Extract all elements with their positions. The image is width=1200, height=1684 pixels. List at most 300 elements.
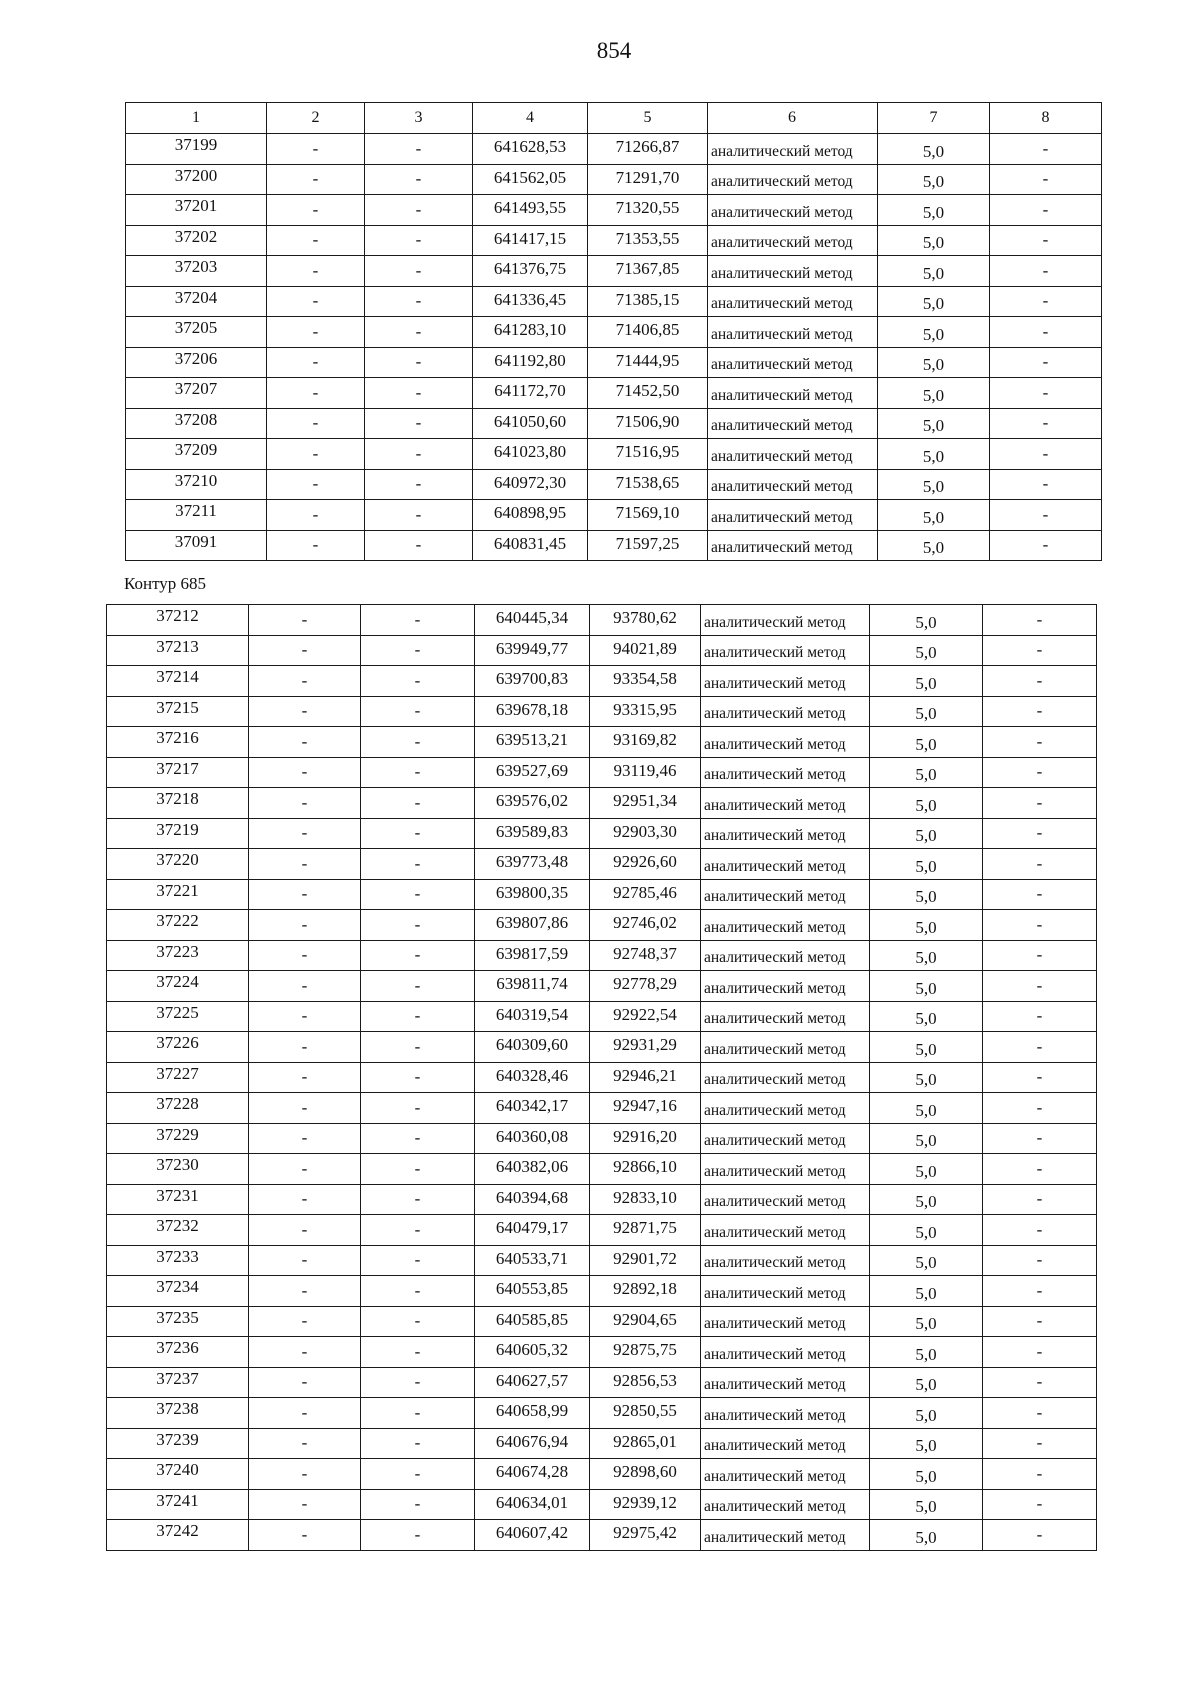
table-cell: - xyxy=(983,818,1097,849)
table-cell: 640319,54 xyxy=(475,1001,590,1032)
table-cell: - xyxy=(267,469,365,500)
table-cell: 37230 xyxy=(107,1154,249,1185)
table-cell: - xyxy=(365,378,473,409)
table-cell: - xyxy=(365,256,473,287)
table-cell: - xyxy=(983,849,1097,880)
table-cell: - xyxy=(365,225,473,256)
table-cell: аналитический метод xyxy=(701,1215,870,1246)
table-row xyxy=(107,788,1097,819)
column-header: 5 xyxy=(588,103,708,134)
table-cell: 640382,06 xyxy=(475,1154,590,1185)
table-cell: - xyxy=(361,1032,475,1063)
table-cell: 92922,54 xyxy=(590,1001,701,1032)
table-cell: 92875,75 xyxy=(590,1337,701,1368)
table-cell: 37242 xyxy=(107,1520,249,1551)
table-cell: - xyxy=(249,1062,361,1093)
table-cell: - xyxy=(990,378,1102,409)
table-cell: - xyxy=(983,666,1097,697)
table-cell: - xyxy=(249,757,361,788)
table-row xyxy=(107,971,1097,1002)
table-row xyxy=(107,666,1097,697)
table-cell: - xyxy=(249,696,361,727)
table-cell: 641172,70 xyxy=(473,378,588,409)
table-cell: 5,0 xyxy=(870,879,983,910)
table-row xyxy=(107,635,1097,666)
table-cell: 37207 xyxy=(126,378,267,409)
table-cell: 92850,55 xyxy=(590,1398,701,1429)
table-cell: - xyxy=(249,849,361,880)
table-cell: аналитический метод xyxy=(701,727,870,758)
page-number: 854 xyxy=(596,38,632,63)
table-cell: 37211 xyxy=(126,500,267,531)
table-cell: 641628,53 xyxy=(473,134,588,165)
table-cell: - xyxy=(361,696,475,727)
table-cell: 5,0 xyxy=(870,1093,983,1124)
table-cell: 5,0 xyxy=(870,1001,983,1032)
table-cell: - xyxy=(361,1215,475,1246)
table-cell: - xyxy=(365,134,473,165)
table-cell: аналитический метод xyxy=(701,1489,870,1520)
table-cell: - xyxy=(990,195,1102,226)
table-cell: 37202 xyxy=(126,225,267,256)
table-cell: - xyxy=(983,879,1097,910)
table-cell: 92926,60 xyxy=(590,849,701,880)
table-cell: - xyxy=(267,408,365,439)
table-cell: аналитический метод xyxy=(708,317,878,348)
table-row xyxy=(107,1062,1097,1093)
table-cell: аналитический метод xyxy=(701,788,870,819)
table-cell: аналитический метод xyxy=(708,164,878,195)
table-cell: 5,0 xyxy=(878,164,990,195)
table-cell: 5,0 xyxy=(878,225,990,256)
table-cell: 641493,55 xyxy=(473,195,588,226)
table-cell: - xyxy=(267,164,365,195)
table-row xyxy=(107,1489,1097,1520)
table-cell: - xyxy=(983,605,1097,636)
table-cell: 640674,28 xyxy=(475,1459,590,1490)
table-row xyxy=(107,1154,1097,1185)
table-cell: 640479,17 xyxy=(475,1215,590,1246)
table-cell: аналитический метод xyxy=(701,879,870,910)
table-cell: - xyxy=(365,439,473,470)
table-cell: - xyxy=(249,940,361,971)
table-row xyxy=(107,1093,1097,1124)
table-cell: - xyxy=(990,408,1102,439)
table-cell: аналитический метод xyxy=(708,225,878,256)
table-cell: - xyxy=(267,195,365,226)
table-cell: - xyxy=(361,1306,475,1337)
table-cell: аналитический метод xyxy=(701,971,870,1002)
table-cell: - xyxy=(361,1276,475,1307)
table-cell: - xyxy=(249,1398,361,1429)
table-row xyxy=(107,1520,1097,1551)
table-cell: 37210 xyxy=(126,469,267,500)
table-cell: - xyxy=(983,1489,1097,1520)
table-cell: - xyxy=(365,530,473,561)
table-cell: 5,0 xyxy=(870,1459,983,1490)
table-cell: аналитический метод xyxy=(701,635,870,666)
table-cell: 640309,60 xyxy=(475,1032,590,1063)
table-cell: 5,0 xyxy=(870,1184,983,1215)
table-cell: 5,0 xyxy=(870,849,983,880)
table-cell: - xyxy=(267,286,365,317)
table-cell: 641376,75 xyxy=(473,256,588,287)
table-cell: 5,0 xyxy=(878,286,990,317)
table-row xyxy=(107,605,1097,636)
table-cell: 5,0 xyxy=(878,530,990,561)
table-cell: 37218 xyxy=(107,788,249,819)
table-cell: - xyxy=(990,225,1102,256)
table-cell: 37221 xyxy=(107,879,249,910)
table-cell: 5,0 xyxy=(870,666,983,697)
table-cell: 37224 xyxy=(107,971,249,1002)
table-cell: 71266,87 xyxy=(588,134,708,165)
table-cell: 71406,85 xyxy=(588,317,708,348)
table-cell: 639513,21 xyxy=(475,727,590,758)
table-cell: - xyxy=(267,256,365,287)
table-cell: 640394,68 xyxy=(475,1184,590,1215)
table-cell: - xyxy=(249,635,361,666)
table-cell: 37220 xyxy=(107,849,249,880)
table-cell: 641417,15 xyxy=(473,225,588,256)
table-cell: - xyxy=(983,635,1097,666)
table-cell: аналитический метод xyxy=(701,1276,870,1307)
table-cell: - xyxy=(983,1184,1097,1215)
table-cell: - xyxy=(267,500,365,531)
table-cell: - xyxy=(249,1489,361,1520)
table-cell: 639773,48 xyxy=(475,849,590,880)
table-cell: 640605,32 xyxy=(475,1337,590,1368)
table-cell: - xyxy=(249,1337,361,1368)
contour-label: Контур 685 xyxy=(124,574,207,593)
table-cell: 37227 xyxy=(107,1062,249,1093)
table-cell: 640607,42 xyxy=(475,1520,590,1551)
table-cell: 92939,12 xyxy=(590,1489,701,1520)
column-header: 8 xyxy=(990,103,1102,134)
table-cell: 37214 xyxy=(107,666,249,697)
table-cell: - xyxy=(990,164,1102,195)
table-cell: - xyxy=(983,1154,1097,1185)
table-cell: - xyxy=(249,1032,361,1063)
table-cell: 92975,42 xyxy=(590,1520,701,1551)
table-cell: - xyxy=(249,1306,361,1337)
table-cell: - xyxy=(361,1459,475,1490)
table-cell: 5,0 xyxy=(870,1367,983,1398)
table-row xyxy=(126,286,1102,317)
table-cell: - xyxy=(365,317,473,348)
table-cell: 639576,02 xyxy=(475,788,590,819)
table-row xyxy=(107,727,1097,758)
table-cell: 37231 xyxy=(107,1184,249,1215)
table-row xyxy=(107,849,1097,880)
table-cell: 5,0 xyxy=(870,1062,983,1093)
table-row xyxy=(126,225,1102,256)
table-cell: - xyxy=(249,666,361,697)
table-cell: 5,0 xyxy=(870,1489,983,1520)
table-row xyxy=(126,378,1102,409)
table-cell: - xyxy=(361,1520,475,1551)
table-cell: - xyxy=(249,971,361,1002)
table-cell: 5,0 xyxy=(870,818,983,849)
table-cell: 92916,20 xyxy=(590,1123,701,1154)
table-cell: 37091 xyxy=(126,530,267,561)
table-cell: 92785,46 xyxy=(590,879,701,910)
table-cell: - xyxy=(361,1245,475,1276)
table-cell: - xyxy=(990,317,1102,348)
table-cell: 37237 xyxy=(107,1367,249,1398)
table-cell: аналитический метод xyxy=(708,378,878,409)
table-cell: 5,0 xyxy=(878,439,990,470)
table-cell: 71597,25 xyxy=(588,530,708,561)
table-cell: - xyxy=(249,1215,361,1246)
table-row xyxy=(107,1459,1097,1490)
table-cell: 640676,94 xyxy=(475,1428,590,1459)
table-cell: 37201 xyxy=(126,195,267,226)
table-cell: 71320,55 xyxy=(588,195,708,226)
table-cell: 92901,72 xyxy=(590,1245,701,1276)
table-cell: - xyxy=(361,727,475,758)
column-header: 4 xyxy=(473,103,588,134)
table-cell: аналитический метод xyxy=(701,1123,870,1154)
table-cell: 92746,02 xyxy=(590,910,701,941)
table-cell: 71506,90 xyxy=(588,408,708,439)
table-cell: - xyxy=(983,971,1097,1002)
table-cell: 37223 xyxy=(107,940,249,971)
table-cell: 5,0 xyxy=(878,408,990,439)
table-cell: 92947,16 xyxy=(590,1093,701,1124)
table-row xyxy=(107,757,1097,788)
table-cell: - xyxy=(361,1489,475,1520)
table-cell: 37240 xyxy=(107,1459,249,1490)
table-cell: - xyxy=(361,910,475,941)
table-cell: аналитический метод xyxy=(701,1520,870,1551)
table-cell: - xyxy=(267,530,365,561)
table-cell: - xyxy=(365,347,473,378)
table-cell: аналитический метод xyxy=(701,1398,870,1429)
table-cell: 5,0 xyxy=(870,1032,983,1063)
table-cell: 5,0 xyxy=(870,1428,983,1459)
table-row xyxy=(107,1276,1097,1307)
table-cell: - xyxy=(267,134,365,165)
table-row xyxy=(107,1032,1097,1063)
table-cell: 5,0 xyxy=(870,1520,983,1551)
table-cell: 639811,74 xyxy=(475,971,590,1002)
table-cell: 640328,46 xyxy=(475,1062,590,1093)
table-cell: - xyxy=(267,378,365,409)
table-cell: 640553,85 xyxy=(475,1276,590,1307)
table-cell: аналитический метод xyxy=(701,1184,870,1215)
table-cell: 92871,75 xyxy=(590,1215,701,1246)
table-cell: 640658,99 xyxy=(475,1398,590,1429)
table-cell: - xyxy=(249,910,361,941)
table-cell: 640898,95 xyxy=(473,500,588,531)
table-cell: - xyxy=(990,256,1102,287)
table-row xyxy=(107,1337,1097,1368)
table-cell: - xyxy=(249,1367,361,1398)
table-cell: 5,0 xyxy=(878,378,990,409)
table-row xyxy=(126,256,1102,287)
table-cell: - xyxy=(249,1520,361,1551)
table-cell: 5,0 xyxy=(870,1337,983,1368)
table-cell: - xyxy=(990,530,1102,561)
table-cell: 71569,10 xyxy=(588,500,708,531)
table-cell: аналитический метод xyxy=(701,1337,870,1368)
table-cell: аналитический метод xyxy=(701,1367,870,1398)
table-cell: - xyxy=(990,347,1102,378)
table-cell: 5,0 xyxy=(870,1276,983,1307)
table-cell: аналитический метод xyxy=(701,1032,870,1063)
table-cell: 5,0 xyxy=(870,1398,983,1429)
table-cell: - xyxy=(267,225,365,256)
table-cell: - xyxy=(249,1093,361,1124)
table-row xyxy=(126,164,1102,195)
table-cell: аналитический метод xyxy=(701,1062,870,1093)
table-cell: 5,0 xyxy=(870,1215,983,1246)
table-cell: 93354,58 xyxy=(590,666,701,697)
table-cell: 5,0 xyxy=(870,635,983,666)
table-cell: 37209 xyxy=(126,439,267,470)
table-cell: 5,0 xyxy=(870,605,983,636)
table-cell: аналитический метод xyxy=(701,940,870,971)
table-row xyxy=(107,818,1097,849)
table-cell: 639589,83 xyxy=(475,818,590,849)
table-cell: - xyxy=(983,1032,1097,1063)
table-cell: 639949,77 xyxy=(475,635,590,666)
table-row xyxy=(107,879,1097,910)
table-cell: аналитический метод xyxy=(701,757,870,788)
table-cell: 5,0 xyxy=(870,696,983,727)
table-cell: - xyxy=(361,666,475,697)
table-cell: - xyxy=(361,818,475,849)
table-cell: аналитический метод xyxy=(708,195,878,226)
table-cell: - xyxy=(990,134,1102,165)
table-row xyxy=(126,347,1102,378)
header-row xyxy=(126,103,1102,134)
table-cell: 640342,17 xyxy=(475,1093,590,1124)
table-cell: аналитический метод xyxy=(701,818,870,849)
table-cell: 640634,01 xyxy=(475,1489,590,1520)
table-row xyxy=(126,469,1102,500)
table-cell: 37203 xyxy=(126,256,267,287)
table-row xyxy=(107,1245,1097,1276)
table-cell: - xyxy=(983,696,1097,727)
table-cell: 640360,08 xyxy=(475,1123,590,1154)
table-cell: 71444,95 xyxy=(588,347,708,378)
column-header: 1 xyxy=(126,103,267,134)
table-cell: - xyxy=(361,1428,475,1459)
table-row xyxy=(107,696,1097,727)
table-cell: 639700,83 xyxy=(475,666,590,697)
table-cell: аналитический метод xyxy=(701,1245,870,1276)
table-cell: 37213 xyxy=(107,635,249,666)
table-cell: - xyxy=(983,1093,1097,1124)
table-cell: 92904,65 xyxy=(590,1306,701,1337)
table-cell: 71353,55 xyxy=(588,225,708,256)
table-cell: 5,0 xyxy=(870,1245,983,1276)
table-cell: - xyxy=(249,1154,361,1185)
table-cell: 37206 xyxy=(126,347,267,378)
table-cell: 5,0 xyxy=(870,940,983,971)
table-cell: 92778,29 xyxy=(590,971,701,1002)
table-row xyxy=(107,1398,1097,1429)
table-cell: - xyxy=(361,971,475,1002)
table-cell: аналитический метод xyxy=(701,1093,870,1124)
table-cell: - xyxy=(365,408,473,439)
table-cell: аналитический метод xyxy=(701,605,870,636)
table-cell: - xyxy=(249,1001,361,1032)
table-cell: - xyxy=(983,1428,1097,1459)
table-cell: 37233 xyxy=(107,1245,249,1276)
table-cell: аналитический метод xyxy=(701,1306,870,1337)
table-cell: - xyxy=(249,879,361,910)
table-row xyxy=(107,1215,1097,1246)
table-cell: 640627,57 xyxy=(475,1367,590,1398)
table-cell: - xyxy=(267,317,365,348)
table-row xyxy=(107,1184,1097,1215)
table-cell: - xyxy=(361,879,475,910)
table-cell: - xyxy=(365,469,473,500)
table-cell: 37238 xyxy=(107,1398,249,1429)
table-cell: - xyxy=(983,1367,1097,1398)
table-cell: 37236 xyxy=(107,1337,249,1368)
table-cell: 37229 xyxy=(107,1123,249,1154)
table-cell: 37200 xyxy=(126,164,267,195)
table-row xyxy=(107,1306,1097,1337)
table-cell: 37216 xyxy=(107,727,249,758)
table-cell: 5,0 xyxy=(870,1306,983,1337)
table-cell: 5,0 xyxy=(878,347,990,378)
table-cell: - xyxy=(249,727,361,758)
table-cell: - xyxy=(365,500,473,531)
table-cell: - xyxy=(983,1001,1097,1032)
table-cell: 5,0 xyxy=(878,469,990,500)
table-cell: 37239 xyxy=(107,1428,249,1459)
table-cell: - xyxy=(249,1245,361,1276)
table-cell: 639800,35 xyxy=(475,879,590,910)
table-row xyxy=(126,195,1102,226)
table-cell: 639527,69 xyxy=(475,757,590,788)
table-cell: 71516,95 xyxy=(588,439,708,470)
table-cell: - xyxy=(361,849,475,880)
table-cell: 5,0 xyxy=(870,757,983,788)
table-cell: - xyxy=(990,439,1102,470)
table-cell: 92865,01 xyxy=(590,1428,701,1459)
table-cell: - xyxy=(365,286,473,317)
table-row xyxy=(107,1123,1097,1154)
table-cell: 639807,86 xyxy=(475,910,590,941)
table-cell: 640972,30 xyxy=(473,469,588,500)
table-row xyxy=(126,530,1102,561)
table-cell: - xyxy=(361,757,475,788)
table-cell: 639678,18 xyxy=(475,696,590,727)
table-cell: аналитический метод xyxy=(708,134,878,165)
table-cell: 37219 xyxy=(107,818,249,849)
table-cell: - xyxy=(249,818,361,849)
table-cell: 37199 xyxy=(126,134,267,165)
table-cell: - xyxy=(267,347,365,378)
table-cell: аналитический метод xyxy=(701,1154,870,1185)
coordinates-table-bottom xyxy=(106,604,1097,1551)
table-cell: 5,0 xyxy=(870,788,983,819)
table-cell: - xyxy=(983,1245,1097,1276)
table-cell: 92931,29 xyxy=(590,1032,701,1063)
table-cell: - xyxy=(365,164,473,195)
table-cell: 641192,80 xyxy=(473,347,588,378)
table-cell: 5,0 xyxy=(870,727,983,758)
table-cell: 640445,34 xyxy=(475,605,590,636)
table-cell: аналитический метод xyxy=(701,666,870,697)
table-cell: 94021,89 xyxy=(590,635,701,666)
